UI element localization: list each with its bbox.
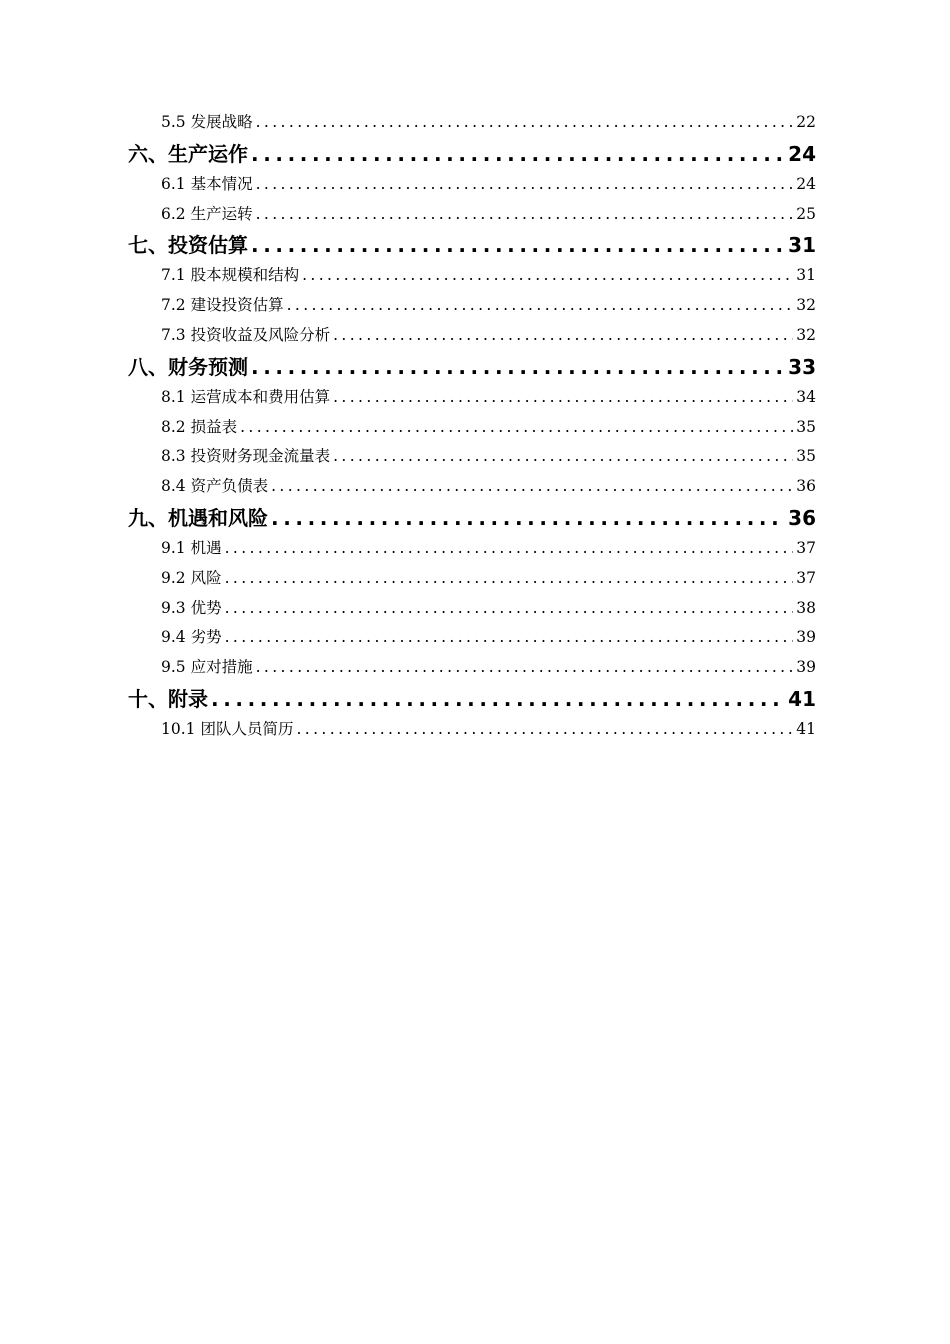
toc-entry-label: 6.2 生产运转	[161, 204, 253, 223]
toc-page-number: 36	[788, 505, 816, 530]
toc-leader-dots	[287, 291, 794, 321]
toc-entry-label: 7.2 建设投资估算	[161, 296, 284, 315]
toc-entry-8-2[interactable]	[128, 413, 816, 443]
toc-page-number: 37	[796, 538, 816, 557]
toc-entry-5-5[interactable]	[128, 108, 816, 138]
toc-entry-6-2[interactable]	[128, 200, 816, 230]
toc-chapter-label: 七、投资估算	[128, 233, 248, 258]
toc-entry-7-2[interactable]	[128, 291, 816, 321]
toc-entry-label: 10.1 团队人员简历	[161, 719, 294, 738]
toc-page-number: 32	[796, 325, 816, 344]
toc-leader-dots	[256, 108, 794, 138]
toc-chapter-label: 九、机遇和风险	[128, 505, 268, 530]
toc-entry-9-1[interactable]	[128, 534, 816, 564]
toc-page-number: 41	[788, 686, 816, 711]
toc-leader-dots	[256, 170, 794, 200]
toc-entry-label: 9.2 风险	[161, 568, 222, 587]
toc-page-number: 41	[796, 719, 816, 738]
toc-page-number: 24	[788, 141, 816, 166]
toc-page-number: 37	[796, 568, 816, 587]
toc-chapter-6[interactable]	[128, 138, 816, 170]
toc-entry-label: 8.2 损益表	[161, 417, 238, 436]
toc-leader-dots	[333, 383, 793, 413]
toc-chapter-7[interactable]	[128, 229, 816, 261]
toc-page-number: 25	[796, 204, 816, 223]
toc-entry-7-3[interactable]	[128, 321, 816, 351]
toc-chapter-label: 十、附录	[128, 686, 208, 711]
toc-entry-9-5[interactable]	[128, 653, 816, 683]
toc-entry-label: 8.3 投资财务现金流量表	[161, 447, 331, 466]
toc-entry-label: 8.1 运营成本和费用估算	[161, 387, 331, 406]
toc-chapter-9[interactable]	[128, 502, 816, 534]
toc-leader-dots	[251, 351, 785, 383]
toc-entry-label: 7.1 股本规模和结构	[161, 266, 300, 285]
toc-page-number: 31	[788, 233, 816, 258]
toc-entry-10-1[interactable]	[128, 715, 816, 745]
toc-leader-dots	[302, 261, 793, 291]
table-of-contents	[128, 108, 816, 745]
toc-page-number: 32	[796, 296, 816, 315]
toc-page-number: 39	[796, 658, 816, 677]
toc-page-number: 35	[796, 447, 816, 466]
toc-chapter-10[interactable]	[128, 683, 816, 715]
toc-leader-dots	[271, 502, 785, 534]
toc-entry-label: 9.5 应对措施	[161, 658, 253, 677]
toc-page-number: 33	[788, 354, 816, 379]
toc-leader-dots	[251, 229, 785, 261]
toc-chapter-label: 六、生产运作	[128, 141, 248, 166]
toc-chapter-8[interactable]	[128, 351, 816, 383]
toc-leader-dots	[240, 413, 793, 443]
toc-page-number: 22	[796, 113, 816, 131]
toc-entry-8-1[interactable]	[128, 383, 816, 413]
toc-entry-9-2[interactable]	[128, 564, 816, 594]
toc-leader-dots	[225, 564, 794, 594]
toc-leader-dots	[211, 683, 785, 715]
toc-entry-label: 6.1 基本情况	[161, 174, 253, 193]
toc-page-number: 35	[796, 417, 816, 436]
toc-entry-label: 8.4 资产负债表	[161, 477, 269, 496]
toc-entry-label: 9.1 机遇	[161, 538, 222, 557]
toc-page-number: 38	[796, 598, 816, 617]
toc-leader-dots	[251, 138, 785, 170]
toc-page-number: 31	[796, 266, 816, 285]
toc-leader-dots	[225, 594, 794, 624]
toc-entry-8-4[interactable]	[128, 472, 816, 502]
toc-entry-7-1[interactable]	[128, 261, 816, 291]
toc-entry-6-1[interactable]	[128, 170, 816, 200]
toc-page-number: 36	[796, 477, 816, 496]
toc-leader-dots	[333, 442, 793, 472]
toc-leader-dots	[333, 321, 793, 351]
toc-entry-8-3[interactable]	[128, 442, 816, 472]
toc-page-number: 39	[796, 628, 816, 647]
toc-entry-9-4[interactable]	[128, 623, 816, 653]
toc-leader-dots	[225, 623, 794, 653]
toc-entry-label: 9.3 优势	[161, 598, 222, 617]
toc-entry-label: 9.4 劣势	[161, 628, 222, 647]
toc-leader-dots	[256, 200, 794, 230]
toc-page-number: 24	[796, 174, 816, 193]
toc-page-number: 34	[796, 387, 816, 406]
toc-leader-dots	[271, 472, 793, 502]
toc-leader-dots	[225, 534, 794, 564]
toc-chapter-label: 八、财务预测	[128, 354, 248, 379]
toc-entry-label: 7.3 投资收益及风险分析	[161, 325, 331, 344]
toc-entry-label: 5.5 发展战略	[161, 113, 253, 131]
toc-leader-dots	[256, 653, 794, 683]
toc-leader-dots	[296, 715, 793, 745]
toc-entry-9-3[interactable]	[128, 594, 816, 624]
